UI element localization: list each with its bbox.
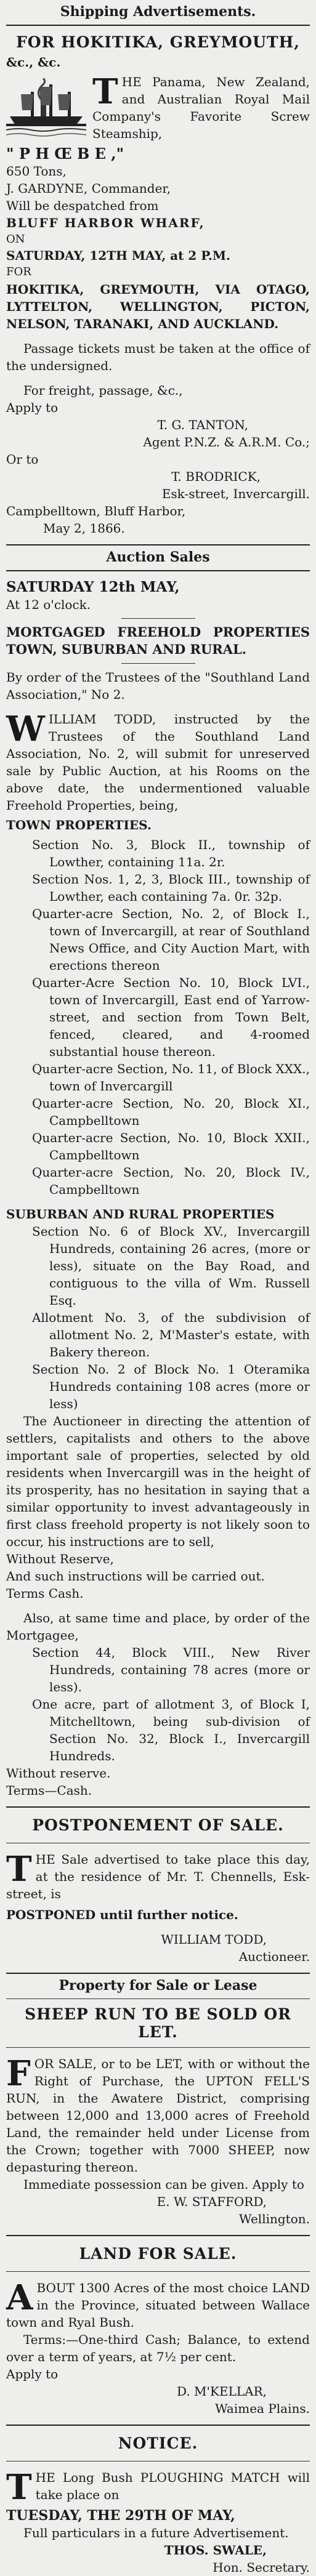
shipping-header: Shipping Advertisements. xyxy=(60,4,256,20)
for-line: FOR xyxy=(6,265,31,278)
auction-date: SATURDAY 12th MAY, xyxy=(6,579,180,595)
steamship-illustration xyxy=(6,78,86,143)
drop-cap: W xyxy=(6,709,45,749)
short-rule xyxy=(121,663,195,664)
ship-commander: J. GARDYNE, Commander, xyxy=(6,181,171,196)
terms-line-2: Terms—Cash. xyxy=(6,1783,92,1798)
notice-signature: THOS. SWALE, xyxy=(164,2543,267,2558)
property-signature: E. W. STAFFORD, xyxy=(156,2194,267,2209)
land-signature: D. M'KELLAR, xyxy=(177,2384,267,2399)
sign-date: May 2, 1866. xyxy=(43,521,125,536)
possession-line: Immediate possession can be given. Apply to xyxy=(23,2177,304,2192)
town-property-item: Quarter-acre Section, No. 11, of Block XXX., town of Invercargill xyxy=(32,1061,310,1093)
sailing-date: SATURDAY, 12TH MAY, at 2 P.M. xyxy=(6,248,230,263)
shipping-subtitle: &c., &c. xyxy=(6,55,61,70)
town-property-item: Section No. 3, Block II., township of Lowther, containing 11a. 2r. xyxy=(32,837,310,869)
postponement-title: POSTPONEMENT OF SALE. xyxy=(32,1816,284,1834)
without-reserve-2: Without reserve. xyxy=(6,1766,111,1781)
mortgagee-property-item: Section 44, Block VIII., New River Hundreds, containing 78 acres (more or less). xyxy=(32,1645,310,1694)
agent1-name: T. G. TANTON, xyxy=(157,417,248,432)
wharf-line: BLUFF HARBOR WHARF, xyxy=(6,215,205,230)
apply-line: Apply to xyxy=(6,400,59,415)
drop-cap: F xyxy=(6,2053,31,2094)
land-apply: Apply to xyxy=(6,2367,59,2381)
postponement-text: THE Sale advertised to take place this day, at the residence of Mr. T. Chennells, Esk-street, is xyxy=(6,1849,310,1901)
shipping-intro: THE Panama, New Zealand, and Australian Royal Mail Company's Favorite Screw Steamship, xyxy=(92,71,310,141)
town-property-item: Quarter-acre Section, No. 20, Block XI., Campbelltown xyxy=(32,1096,310,1128)
despatch-line: Will be despatched from xyxy=(6,198,159,213)
without-reserve: Without Reserve, xyxy=(6,1552,114,1566)
drop-cap: A xyxy=(6,2277,33,2318)
land-title: LAND FOR SALE. xyxy=(79,2245,237,2263)
suburban-property-item: Section No. 2 of Block No. 1 Oteramika Hundreds containing 108 acres (more or less) xyxy=(32,1362,310,1411)
ports-line: HOKITIKA, GREYMOUTH, VIA OTAGO, LYTTELTON, WELLINGTON, PICTON, NELSON, TARANAKI, AND AUCKLAND. xyxy=(6,282,310,331)
land-place: Waimea Plains. xyxy=(215,2401,310,2416)
auction-title: MORTGAGED FREEHOLD PROPERTIES TOWN, SUBURBAN AND RURAL. xyxy=(6,624,310,657)
town-property-item: Quarter-Acre Section No. 10, Block LVI., town of Invercargill, East end of Yarrow-street, and section from Town Belt, fenced, cleared, and 4-roomed substantial house thereon. xyxy=(32,975,310,1059)
postponed-line: POSTPONED until further notice. xyxy=(6,1907,238,1922)
suburban-property-item: Allotment No. 3, of the subdivision of allotment No. 2, M'Master's estate, with Bakery thereon. xyxy=(32,1310,310,1359)
town-heading: TOWN PROPERTIES. xyxy=(6,818,152,832)
short-rule xyxy=(121,618,195,619)
notice-date: TUESDAY, THE 29TH OF MAY, xyxy=(6,2508,235,2524)
freight-line: For freight, passage, &c., xyxy=(23,383,183,398)
auction-intro: WILLIAM TODD, instructed by the Trustees of the Southland Land Association, No. 2, will submit for unreserved sale by Public Auction, at his Rooms on the above date, the undermentioned valuable Freehold Properties, being, xyxy=(6,709,310,813)
ship-name: " P H Œ B E ," xyxy=(6,145,124,163)
passage-notice: Passage tickets must be taken at the office of the undersigned. xyxy=(6,341,310,373)
postponement-signature: WILLIAM TODD, xyxy=(161,1932,267,1947)
sign-place: Campbelltown, Bluff Harbor, xyxy=(6,504,186,518)
drop-cap: T xyxy=(6,1849,32,1890)
on-line: ON xyxy=(6,233,25,246)
notice-particulars: Full particulars in a future Advertisement. xyxy=(23,2526,289,2540)
mortgagee-line: Also, at same time and place, by order of the Mortgagee, xyxy=(6,1611,310,1643)
agent2-name: T. BRODRICK, xyxy=(171,469,261,484)
suburban-heading: SUBURBAN AND RURAL PROPERTIES xyxy=(6,1207,275,1222)
sheep-run-text: FOR SALE, or to be LET, with or without the Right of Purchase, the UPTON FELL'S RUN, in the Awatere District, comprising between 12,000 and 13,000 acres of Freehold Land, the remainder held under License from the Crown; together with 7000 SHEEP, now depasturing thereon. xyxy=(6,2053,310,2175)
town-property-item: Quarter-acre Section, No. 10, Block XXII., Campbelltown xyxy=(32,1130,310,1162)
suburban-properties-list xyxy=(6,1223,310,1412)
terms-line: Terms Cash. xyxy=(6,1586,84,1601)
auction-time: At 12 o'clock. xyxy=(6,597,91,612)
auction-order: By order of the Trustees of the "Southland Land Association," No 2. xyxy=(6,670,310,702)
shipping-title: FOR HOKITIKA, GREYMOUTH, xyxy=(16,33,300,51)
mortgagee-properties-list xyxy=(6,1644,310,1765)
drop-cap: T xyxy=(6,2467,32,2508)
town-properties-list xyxy=(6,836,310,1198)
land-terms: Terms:—One-third Cash; Balance, to extend over a term of years, at 7½ per cent. xyxy=(6,2332,310,2364)
auctioneer-note: The Auctioneer in directing the attention of settlers, capitalists and others to the above important sale of properties, selected by old residents when Invercargill was in the height of its prosperity, has no hesitation in saying that a similar opportunity to invest advantageously in first class freehold property is not likely soon to occur, his instructions are to sell, xyxy=(6,1414,310,1549)
instructions-line: And such instructions will be carried out. xyxy=(6,1569,265,1584)
agent1-role: Agent P.N.Z. & A.R.M. Co.; xyxy=(143,435,310,449)
town-property-item: Quarter-acre Section, No. 2, of Block I., town of Invercargill, at rear of Southland News Office, and City Auction Mart, with erections thereon xyxy=(32,906,310,973)
auction-header: Auction Sales xyxy=(106,549,210,565)
mortgagee-property-item: One acre, part of allotment 3, of Block I, Mitchelltown, being sub-division of Section No. 32, Block I., Invercargill Hundreds. xyxy=(32,1697,310,1763)
town-property-item: Quarter-acre Section, No. 20, Block IV., Campbelltown xyxy=(32,1165,310,1197)
land-text: ABOUT 1300 Acres of the most choice LAND in the Province, situated between Wallace town and Ryal Bush. xyxy=(6,2277,310,2330)
property-place: Wellington. xyxy=(239,2212,310,2226)
suburban-property-item: Section No. 6 of Block XV., Invercargill Hundreds, containing 26 acres, (more or less), situate on the Bay Road, and contiguous to the villa of Wm. Russell Esq. xyxy=(32,1224,310,1308)
drop-cap: T xyxy=(92,71,118,112)
or-line: Or to xyxy=(6,452,39,467)
town-property-item: Section Nos. 1, 2, 3, Block III., township of Lowther, each containing 7a. 0r. 32p. xyxy=(32,872,310,904)
property-header: Property for Sale or Lease xyxy=(59,1978,257,1994)
notice-text: THE Long Bush PLOUGHING MATCH will take place on xyxy=(6,2467,310,2508)
agent2-address: Esk-street, Invercargill. xyxy=(161,486,310,501)
ship-tons: 650 Tons, xyxy=(6,164,67,179)
notice-title: NOTICE. xyxy=(118,2434,198,2452)
divider xyxy=(6,570,310,571)
notice-role: Hon. Secretary. xyxy=(213,2560,310,2575)
sheep-run-title: SHEEP RUN TO BE SOLD OR LET. xyxy=(25,2005,291,2041)
postponement-role: Auctioneer. xyxy=(238,1949,310,1964)
